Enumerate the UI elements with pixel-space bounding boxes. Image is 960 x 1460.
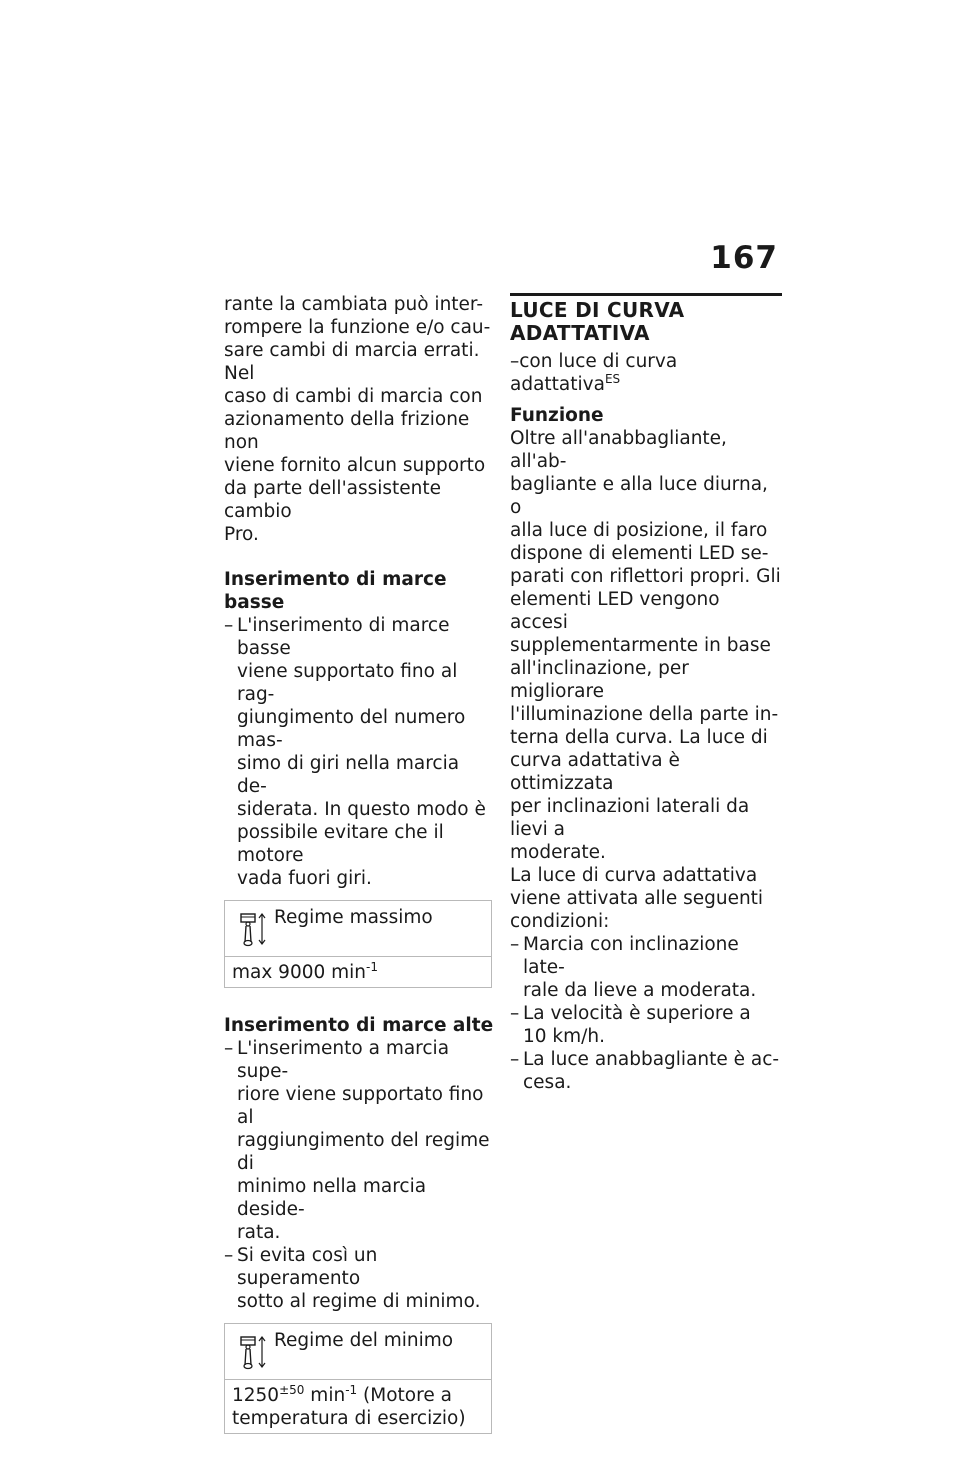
text-line: moderate. — [510, 842, 606, 863]
function-paragraph — [510, 427, 782, 933]
upshift-list — [224, 1037, 494, 1313]
intro-paragraph — [224, 293, 494, 546]
left-column — [224, 293, 494, 1460]
list-item: – Si evita così un superamento sotto al regime di minimo. — [224, 1245, 481, 1312]
text-line: caso di cambi di marcia con — [224, 386, 483, 407]
piston-stroke-icon — [239, 911, 267, 947]
text-line: condizioni: — [510, 911, 610, 932]
text-line: bagliante e alla luce diurna, o — [510, 474, 768, 518]
list-item: – La luce anabbagliante è ac- cesa. — [510, 1049, 780, 1093]
downshift-list — [224, 614, 494, 890]
section-subtitle: –con luce di curva adattativa$^{ES}$ — [510, 351, 678, 395]
text-line: sare cambi di marcia errati. Nel — [224, 340, 480, 384]
text-line: per inclinazioni laterali da lievi a — [510, 796, 750, 840]
spec-value: $1250^{\pm 50}$ $\min^{-1}$ (Motore a temperatura di esercizio) — [232, 1382, 466, 1429]
list-item: – La velocità è superiore a 10 km/h. — [510, 1003, 751, 1047]
text-line: Oltre all'anabbagliante, all'ab- — [510, 428, 727, 472]
function-heading: Funzione — [510, 405, 604, 426]
text-line: Pro. — [224, 524, 259, 545]
spec-value: max 9000 $\min^{-1}$ — [232, 959, 379, 983]
spec-label: Regime massimo — [274, 907, 433, 928]
list-item: – L'inserimento di marce basse viene supportato fino al rag- giungimento del numero mas- simo di giri nella marcia de- siderata. In questo modo è possibile evitare che il motore vada fuori giri. — [224, 615, 486, 889]
right-column — [510, 293, 782, 1094]
text-line: azionamento della frizione non — [224, 409, 470, 453]
conditions-list — [510, 933, 782, 1094]
text-line: terna della curva. La luce di — [510, 727, 768, 748]
text-line: alla luce di posizione, il faro — [510, 520, 768, 541]
text-line: curva adattativa è ottimizzata — [510, 750, 680, 794]
text-line: rante la cambiata può inter- — [224, 294, 484, 315]
text-line: viene fornito alcun supporto — [224, 455, 486, 476]
text-line: elementi LED vengono accesi — [510, 589, 720, 633]
text-line: La luce di curva adattativa — [510, 865, 758, 886]
text-line: rompere la funzione e/o cau- — [224, 317, 491, 338]
page-number: 167 — [710, 240, 778, 276]
text-line: viene attivata alle seguenti — [510, 888, 764, 909]
text-line: da parte dell'assistente cambio — [224, 478, 442, 522]
upshift-heading: Inserimento di marce alte — [224, 1015, 494, 1036]
spec-box-max-rpm — [224, 900, 492, 988]
text-line: l'illuminazione della parte in- — [510, 704, 779, 725]
list-item: – Marcia con inclinazione late- rale da lieve a moderata. — [510, 934, 757, 1001]
section-title: LUCE DI CURVA ADATTATIVA — [510, 293, 782, 348]
list-item: – L'inserimento a marcia supe- riore viene supportato fino al raggiungimento del regime di minimo nella marcia deside- rata. — [224, 1038, 490, 1243]
spec-box-idle-rpm — [224, 1323, 492, 1434]
text-line: dispone di elementi LED se- — [510, 543, 769, 564]
spec-label: Regime del minimo — [274, 1330, 454, 1351]
text-line: all'inclinazione, per migliorare — [510, 658, 689, 702]
piston-stroke-icon — [239, 1334, 267, 1370]
downshift-heading: Inserimento di marce basse — [224, 569, 447, 613]
text-line: parati con riflettori propri. Gli — [510, 566, 781, 587]
text-line: supplementarmente in base — [510, 635, 771, 656]
